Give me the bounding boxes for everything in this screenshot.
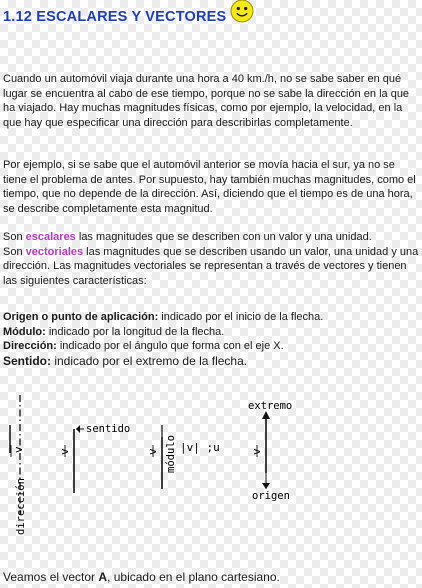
vector-symbol-1: v bbox=[12, 446, 25, 453]
property-term: Módulo: bbox=[3, 325, 46, 338]
footer-suffix: , ubicado en el plano cartesiano. bbox=[107, 570, 280, 584]
property-term: Dirección: bbox=[3, 340, 57, 352]
vectoriales-prefix: Son bbox=[3, 245, 26, 258]
property-term: Origen o punto de aplicación: bbox=[3, 311, 159, 323]
vector-symbol-3: v bbox=[146, 448, 159, 455]
property-direccion bbox=[3, 339, 419, 354]
property-term: Sentido: bbox=[3, 353, 51, 368]
footer-sentence bbox=[3, 570, 280, 584]
property-origen bbox=[3, 310, 419, 325]
vectoriales-suffix: las magnitudes que se describen usando un valor, una unidad y una dirección. Las magnitudes vectoriales se representan a través de vectores y tienen las siguientes características: bbox=[3, 245, 419, 287]
direccion-label: dirección bbox=[15, 478, 27, 535]
title-row bbox=[3, 2, 254, 32]
property-sentido bbox=[3, 354, 419, 369]
vector-symbol-4: v bbox=[250, 448, 263, 455]
origen-arrow-icon bbox=[262, 483, 270, 489]
escalares-suffix: las magnitudes que se describen con un valor y una unidad. bbox=[75, 231, 372, 243]
footer-vector-name: A bbox=[98, 570, 108, 584]
extremo-label: extremo bbox=[248, 400, 293, 412]
property-desc: indicado por la longitud de la flecha. bbox=[45, 325, 225, 338]
term-escalares: escalares bbox=[25, 231, 76, 243]
property-desc: indicado por el ángulo que forma con el eje X. bbox=[56, 340, 284, 352]
sentido-label: sentido bbox=[86, 423, 131, 435]
page-title: 1.12 ESCALARES Y VECTORES bbox=[3, 9, 227, 25]
property-desc: indicado por el extremo de la flecha. bbox=[51, 353, 248, 368]
paragraph-example: Por ejemplo, si se sabe que el automóvil anterior se movía hacia el sur, ya no se tiene el problema de antes. Por supuesto, hay también muchas magnitudes, como el tiempo, que no depende de la dirección. Así, diciendo que el tiempo es de una hora, se describe completamente esta magnitud. bbox=[3, 159, 416, 215]
term-vectoriales: vectoriales bbox=[25, 245, 84, 258]
property-desc: indicado por el inicio de la flecha. bbox=[158, 311, 324, 323]
modulo-label: módulo bbox=[165, 435, 177, 473]
smiley-icon bbox=[230, 0, 254, 23]
extremo-arrow-icon bbox=[262, 411, 270, 419]
vector-diagram bbox=[0, 385, 422, 545]
escalares-prefix: Son bbox=[3, 231, 26, 243]
paragraph-definitions bbox=[3, 230, 419, 288]
footer-prefix: Veamos el vector bbox=[3, 570, 99, 584]
abs-value-label: |v| ;u bbox=[180, 441, 220, 454]
vector-symbol-2: v bbox=[58, 448, 71, 455]
origen-label: origen bbox=[252, 490, 290, 502]
paragraph-intro: Cuando un automóvil viaja durante una hora a 40 km./h, no se sabe saber en qué lugar se encuentra al cabo de ese tiempo, porque no se sabe la dirección en la que ha viajado. Hay muchas magnitudes físicas, como por ejemplo, la velocidad, en la que hay que especificar una dirección para describirlas completamente. bbox=[3, 73, 410, 129]
vector-properties-list bbox=[3, 310, 419, 368]
property-modulo bbox=[3, 325, 419, 340]
